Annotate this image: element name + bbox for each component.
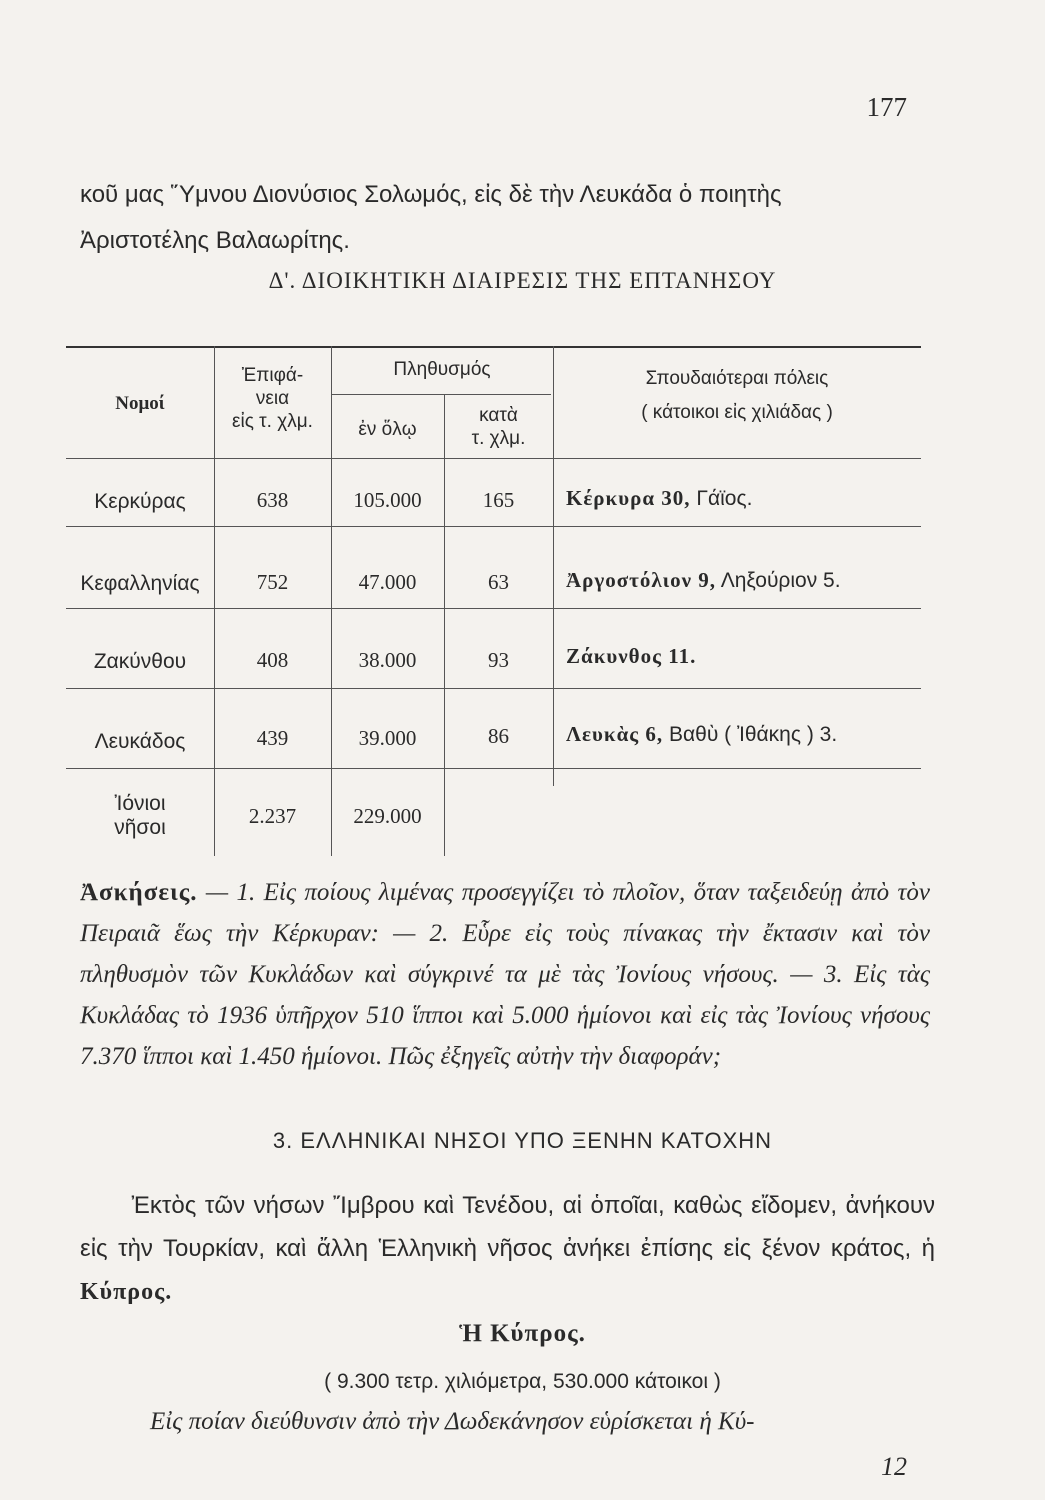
header-cities [553,362,921,430]
other-cities: Ληξούριον 5. [716,569,841,592]
intro-text [80,172,930,264]
row-per-km: 93 [488,648,509,672]
header-area-line: Ἐπιφά- [241,365,304,386]
table-rule [66,458,921,459]
section-title: Δ'. ΔΙΟΙΚΗΤΙΚΗ ΔΙΑΙΡΕΣΙΣ ΤΗΣ ΕΠΤΑΝΗΣΟΥ [268,268,777,293]
exercises-text: — 1. Εἰς ποίους λιμένας προσεγγίζει τὸ πλοῖον, ὅταν ταξειδεύῃ ἀπὸ τὸν Πειραιᾶ ἕως τὴν Κέρκυραν: — 2. Εὗρε εἰς τοὺς πίνακας τὴν ἔκτασιν καὶ τὸν πληθυσμὸν τῶν Κυκλάδων καὶ σύγκρινέ τα μὲ τὰς Ἰονίους νήσους. — 3. Εἰς τὰς Κυκλάδας τὸ 1936 ὑπῆρχον 510 ἵπποι καὶ 5.000 ἡμίονοι καὶ εἰς τὰς Ἰονίους νήσους 7.370 ἵπποι καὶ 1.450 ἡμίονοι. Πῶς ἐξηγεῖς αὐτὴν τὴν διαφοράν; [80,879,930,1070]
table-rule [66,768,921,769]
total-row-name-line: νῆσοι [114,816,166,839]
header-population: Πληθυσμός [393,359,491,380]
header-nomoi: Νομοί [115,393,165,414]
row-name: Κεφαλληνίας [80,572,200,595]
table-rule [66,346,921,348]
intro-line: κοῦ μας Ὕμνου Διονύσιος Σολωμός, εἰς δὲ τὴν Λευκάδα ὁ ποιητὴς [80,181,782,208]
total-row-name [66,792,214,840]
population-rule [331,394,551,395]
other-cities: Γάϊος. [690,487,753,510]
cyprus-question: Εἰς ποίαν διεύθυνσιν ἀπὸ τὴν Δωδεκάνησον εὑρίσκεται ἡ Κύ- [150,1408,755,1435]
main-city: Ζάκυνθος 11. [566,644,697,668]
total-row-area: 2.237 [248,804,297,828]
header-per-line: τ. χλμ. [471,428,526,449]
row-area: 752 [256,570,289,594]
header-cities-line: ( κάτοικοι εἰς χιλιάδας ) [641,402,833,423]
signature-number: 12 [881,1452,907,1481]
section-3-title: 3. ΕΛΛΗΝΙΚΑΙ ΝΗΣΟΙ ΥΠΟ ΞΕΝΗΝ ΚΑΤΟΧΗΝ [272,1128,773,1153]
header-area [214,364,331,433]
header-area-line: νεια [255,388,290,409]
header-area-line: εἰς τ. χλμ. [232,411,313,432]
paragraph-bold: Κύπρος. [80,1279,173,1305]
table-rule [66,608,921,609]
row-per-km: 165 [482,488,515,512]
row-total: 105.000 [353,488,422,512]
row-area: 408 [256,648,289,672]
main-city: Κέρκυρα 30, [566,486,691,510]
table-column-rule [444,394,445,856]
row-cities [566,722,921,747]
table-rule [66,688,921,689]
main-city: Λευκὰς 6, [566,722,664,746]
intro-line: Ἀριστοτέλης Βαλαωρίτης. [80,227,350,254]
exercises-label: Ἀσκήσεις. [80,879,198,906]
row-area: 439 [256,726,289,750]
row-total: 39.000 [358,726,417,750]
row-per-km: 86 [488,724,509,748]
row-cities [566,568,921,593]
page-number: 177 [866,92,907,122]
cyprus-heading: Ἡ Κύπρος. [459,1320,586,1347]
row-name: Ζακύνθου [93,650,187,673]
header-total: ἐν ὅλῳ [358,419,417,440]
row-name: Λευκάδος [94,730,186,753]
header-cities-line: Σπουδαιότεραι πόλεις [645,368,829,389]
header-per-km [444,404,553,450]
row-area: 638 [256,488,289,512]
table-rule [66,526,921,527]
administrative-division-table [66,346,921,856]
exercises [80,872,930,1077]
total-row-total: 229.000 [353,804,422,828]
row-per-km: 63 [488,570,509,594]
other-cities: Βαθὺ ( Ἰθάκης ) 3. [663,723,838,746]
section-3-paragraph [80,1184,935,1314]
row-name: Κερκύρας [94,490,186,513]
main-city: Ἀργοστόλιον 9, [566,568,717,592]
total-row-name-line: Ἰόνιοι [114,792,166,815]
cyprus-subtitle: ( 9.300 τετρ. χιλιόμετρα, 530.000 κάτοικοι ) [324,1370,721,1393]
row-total: 38.000 [358,648,417,672]
header-per-line: κατὰ [479,405,518,426]
row-cities [566,644,921,669]
row-total: 47.000 [358,570,417,594]
row-cities [566,486,921,511]
paragraph-text: Ἐκτὸς τῶν νήσων Ἴμβρου καὶ Τενέδου, αἱ ὁποῖαι, καθὼς εἴδομεν, ἀνήκουν εἰς τὴν Τουρκίαν, καὶ ἄλλη Ἑλληνικὴ νῆσος ἀνήκει ἐπίσης εἰς ξένον κράτος, ἡ [80,1192,935,1262]
